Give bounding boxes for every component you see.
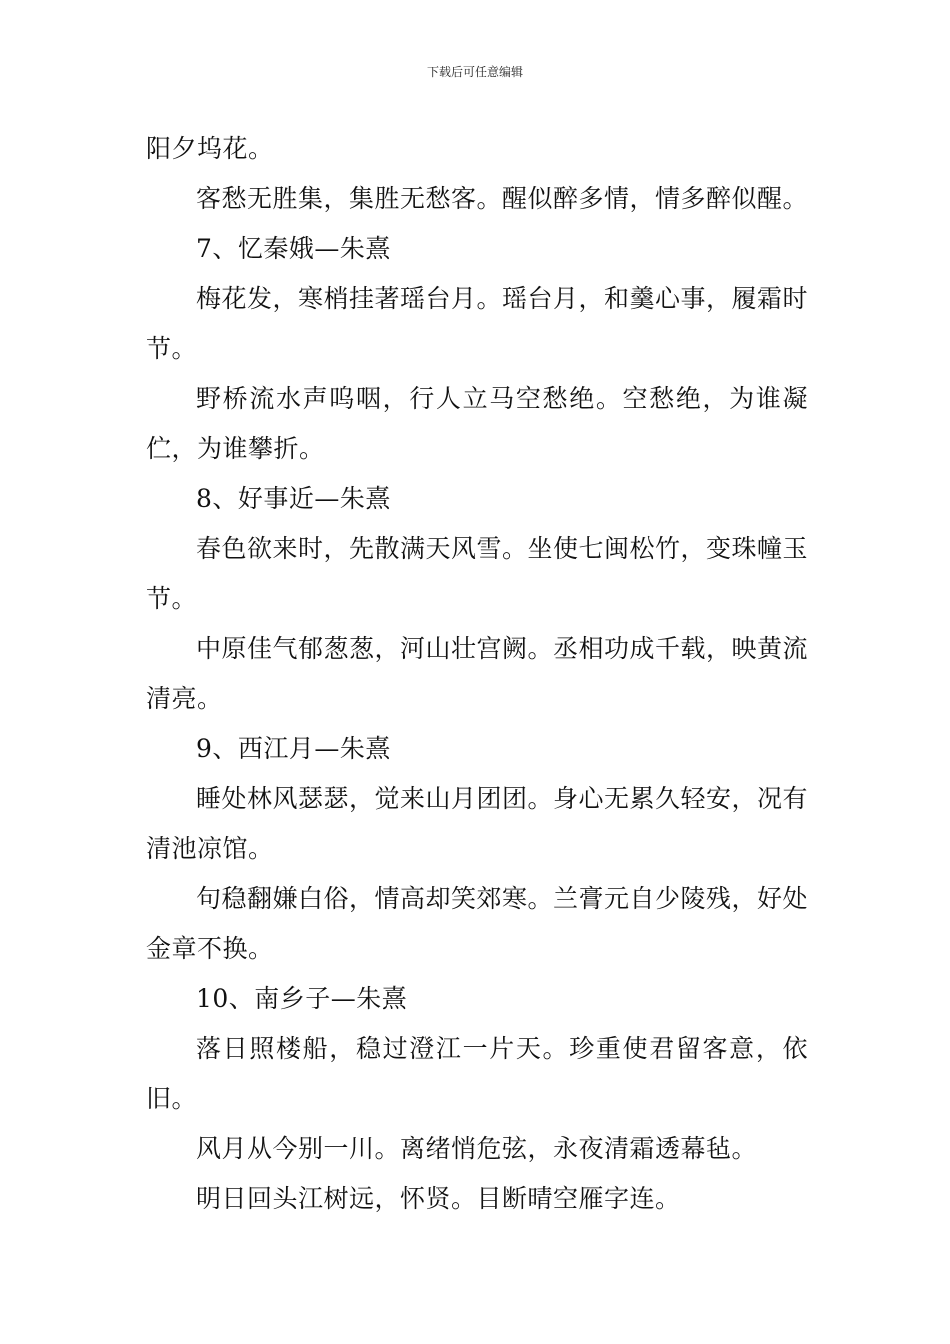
paragraph-15: 明日回头江树远，怀贤。目断晴空雁字连。 bbox=[196, 1184, 681, 1213]
poem-title-7: 7、忆秦娥—朱熹 bbox=[196, 234, 391, 263]
poem-title-8: 8、好事近—朱熹 bbox=[196, 484, 391, 513]
document-body bbox=[146, 124, 808, 1224]
paragraph-8: 中原佳气郁葱葱，河山壮宫阙。丞相功成千载，映黄流清亮。 bbox=[146, 634, 809, 713]
poem-title-10: 10、南乡子—朱熹 bbox=[196, 984, 408, 1013]
paragraph-10: 睡处林风瑟瑟，觉来山月团团。身心无累久轻安，况有清池凉馆。 bbox=[146, 784, 809, 863]
paragraph-7: 春色欲来时，先散满天风雪。坐使七闽松竹，变珠幢玉节。 bbox=[146, 534, 809, 613]
poem-title-9: 9、西江月—朱熹 bbox=[196, 734, 391, 763]
paragraph-1: 阳夕坞花。 bbox=[146, 134, 274, 163]
paragraph-13: 落日照楼船，稳过澄江一片天。珍重使君留客意，依旧。 bbox=[146, 1034, 808, 1113]
paragraph-14: 风月从今别一川。离绪悄危弦，永夜清霜透幕毡。 bbox=[196, 1134, 758, 1163]
page-header-note: 下载后可任意编辑 bbox=[426, 65, 523, 79]
paragraph-2: 客愁无胜集，集胜无愁客。醒似醉多情，情多醉似醒。 bbox=[196, 184, 809, 213]
paragraph-11: 句稳翻嫌白俗，情高却笑郊寒。兰膏元自少陵残，好处金章不换。 bbox=[146, 884, 809, 963]
paragraph-5: 野桥流水声呜咽，行人立马空愁绝。空愁绝，为谁凝伫，为谁攀折。 bbox=[146, 384, 808, 463]
paragraph-4: 梅花发，寒梢挂著瑶台月。瑶台月，和羹心事，履霜时节。 bbox=[146, 284, 809, 363]
